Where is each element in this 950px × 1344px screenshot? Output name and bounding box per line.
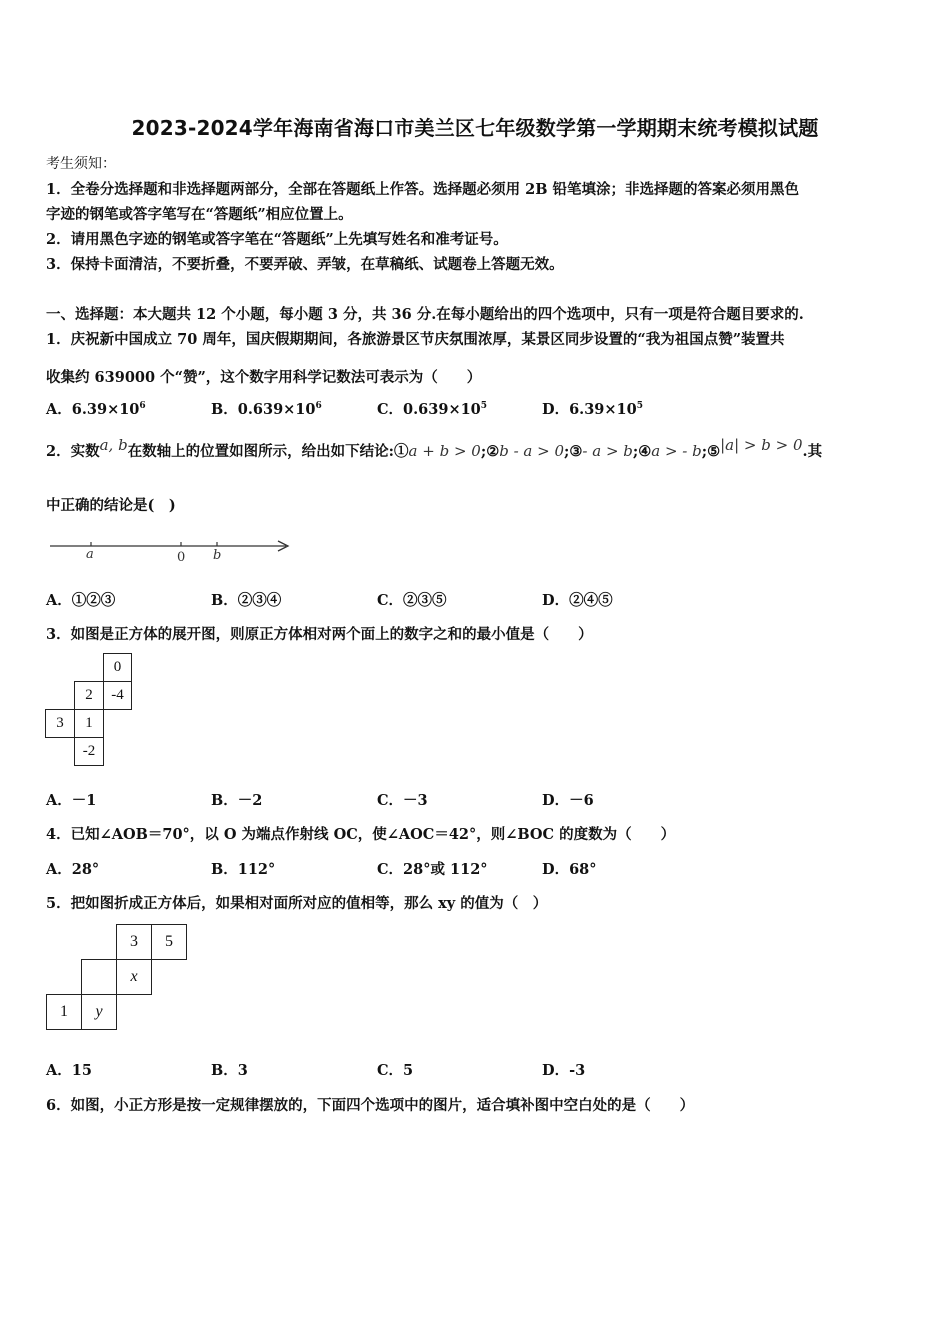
q5-net-cell: 1 bbox=[46, 994, 82, 1030]
q1-option-d: D．$6.39\times 10^5$ bbox=[542, 401, 643, 418]
page-title: 2023-2024学年海南省海口市美兰区七年级数学第一学期期末统考模拟试题 bbox=[131, 116, 819, 140]
section-heading: 一、选择题：本大题共 12 个小题，每小题 3 分，共 36 分.在每小题给出的四个选项中，只有一项是符合题目要求的. bbox=[46, 306, 804, 323]
notice-heading: 考生须知： bbox=[46, 156, 116, 172]
q6-text: 6．如图，小正方形是按一定规律摆放的，下面四个选项中的图片，适合填补图中空白处的是（ ） bbox=[46, 1097, 695, 1114]
q2-option-b: B．②③④ bbox=[211, 592, 282, 609]
q5-option-d: D．-3 bbox=[542, 1062, 586, 1079]
q1-option-c: C．$0.639\times 10^5$ bbox=[377, 401, 488, 418]
q4-option-b: B．112° bbox=[211, 861, 276, 878]
q3-net-cell: -2 bbox=[74, 737, 104, 766]
q1-option-b: B．$0.639\times 10^6$ bbox=[211, 401, 322, 418]
q5-net-cell: y bbox=[81, 994, 117, 1030]
q3-net-cell: 0 bbox=[103, 653, 132, 682]
notice-line2: 2．请用黑色字迹的钢笔或答字笔在“答题纸”上先填写姓名和准考证号。 bbox=[46, 231, 508, 248]
q5-net-cell: x bbox=[116, 959, 152, 995]
q2-line1: 2．实数a, b在数轴上的位置如图所示，给出如下结论:①a + b > 0;②b - a > 0;③- a > b;④a > - b;⑤|a| > b > 0.其 bbox=[46, 436, 823, 460]
q1-option-a: A．$6.39\times 10^6$ bbox=[46, 401, 146, 418]
q3-net-cell: 2 bbox=[74, 681, 104, 710]
q5-option-a: A．15 bbox=[46, 1062, 92, 1079]
q5-text: 5．把如图折成正方体后，如果相对面所对应的值相等，那么 xy 的值为（ ） bbox=[46, 895, 548, 912]
q2-option-c: C．②③⑤ bbox=[377, 592, 447, 609]
number-line-label-a: a bbox=[86, 547, 94, 562]
number-line-label-0: 0 bbox=[177, 550, 186, 565]
q5-net-cell bbox=[81, 959, 117, 995]
q3-net-cell: 1 bbox=[74, 709, 104, 738]
q3-option-b: B．－2 bbox=[211, 792, 263, 809]
notice-line3: 3．保持卡面清洁，不要折叠，不要弄破、弄皱，在草稿纸、试题卷上答题无效。 bbox=[46, 256, 564, 273]
q2-line2: 中正确的结论是( ) bbox=[46, 497, 176, 514]
q4-option-c: C．28°或 112° bbox=[377, 861, 488, 878]
q1-line2: 收集约 639000 个“赞”，这个数字用科学记数法可表示为（ ） bbox=[46, 369, 482, 386]
q4-text: 4．已知∠AOB＝70°，以 O 为端点作射线 OC，使∠AOC＝42°，则∠BOC 的度数为（ ） bbox=[46, 826, 676, 843]
q3-option-d: D．－6 bbox=[542, 792, 594, 809]
q3-option-c: C．－3 bbox=[377, 792, 428, 809]
q5-net-cell: 3 bbox=[116, 924, 152, 960]
q2-option-a: A．①②③ bbox=[46, 592, 116, 609]
q1-line1: 1．庆祝新中国成立 70 周年，国庆假期期间，各旅游景区节庆氛围浓厚，某景区同步设置的“我为祖国点赞”装置共 bbox=[46, 331, 785, 348]
q4-option-a: A．28° bbox=[46, 861, 100, 878]
q5-net-cell: 5 bbox=[151, 924, 187, 960]
q3-net-cell: 3 bbox=[45, 709, 75, 738]
q3-net-cell: -4 bbox=[103, 681, 132, 710]
notice-line1b: 字迹的钢笔或答字笔写在“答题纸”相应位置上。 bbox=[46, 206, 353, 223]
q4-option-d: D．68° bbox=[542, 861, 597, 878]
q3-text: 3．如图是正方体的展开图，则原正方体相对两个面上的数字之和的最小值是（ ） bbox=[46, 626, 593, 643]
notice-line1a: 1．全卷分选择题和非选择题两部分，全部在答题纸上作答。选择题必须用 2B 铅笔填涂；非选择题的答案必须用黑色 bbox=[46, 181, 800, 198]
q3-option-a: A．－1 bbox=[46, 792, 97, 809]
q2-option-d: D．②④⑤ bbox=[542, 592, 613, 609]
q5-option-c: C．5 bbox=[377, 1062, 414, 1079]
q5-option-b: B．3 bbox=[211, 1062, 248, 1079]
number-line bbox=[46, 530, 296, 566]
number-line-label-b: b bbox=[213, 548, 222, 563]
